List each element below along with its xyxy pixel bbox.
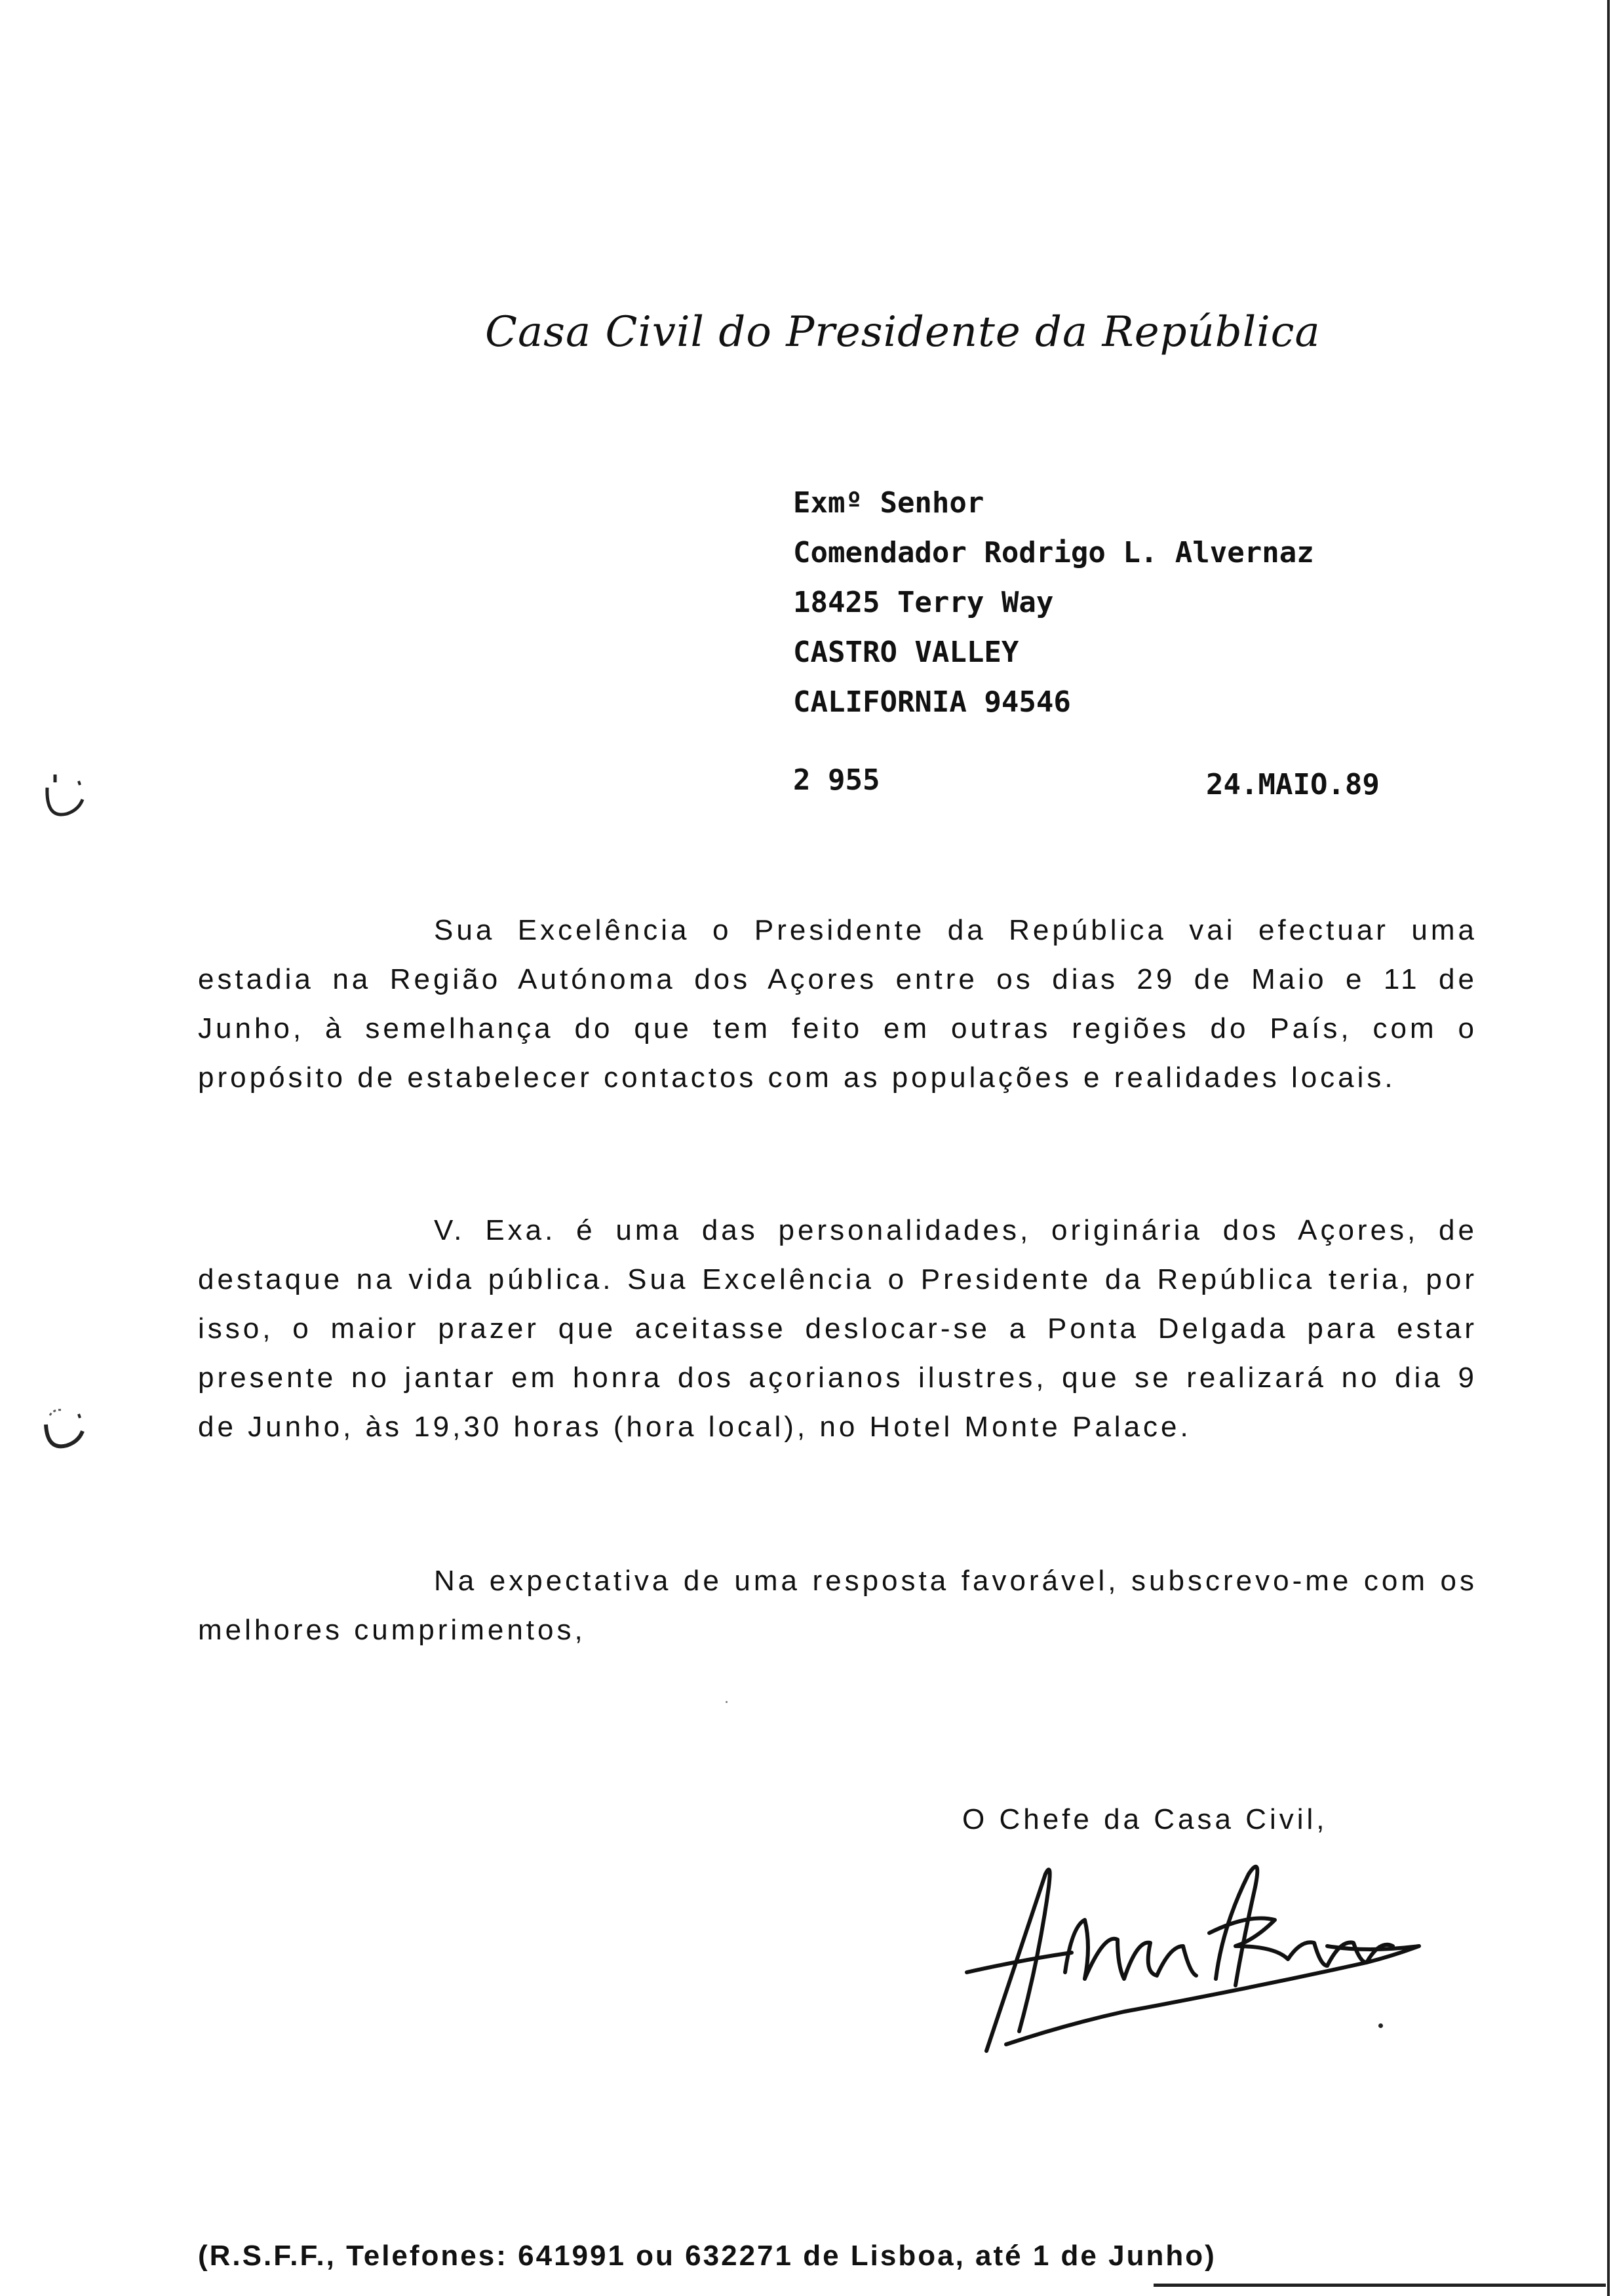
ink-dot <box>726 1701 728 1703</box>
punch-hole-mark-icon <box>41 1402 87 1455</box>
letterhead-title: Casa Civil do Presidente da República <box>485 308 1321 356</box>
recipient-line: CALIFORNIA 94546 <box>793 685 1071 719</box>
recipient-address <box>793 478 1314 727</box>
punch-hole-mark-icon <box>41 773 87 826</box>
recipient-line: Comendador Rodrigo L. Alvernaz <box>793 536 1314 569</box>
recipient-line: Exmº Senhor <box>793 486 984 520</box>
letter-date: 24.MAIO.89 <box>1206 768 1380 801</box>
ink-dot <box>1378 2023 1383 2028</box>
page-bottom-shadow <box>1154 2284 1606 2287</box>
page-edge-shadow <box>1607 0 1610 2296</box>
body-paragraph: Sua Excelência o Presidente da República vai efectuar uma estadia na Região Autónoma dos Açores entre os dias 29 de Maio e 11 de Junho, à semelhança do que tem feito em outras regiões do País, com o propósito de estabelecer contactos com as populações e realidades locais. <box>198 914 1477 1094</box>
body-paragraph: Na expectativa de uma resposta favorável, subscrevo-me com os melhores cumprimentos, <box>198 1565 1477 1646</box>
body-paragraph: V. Exa. é uma das personalidades, originária dos Açores, de destaque na vida pública. Sua Excelência o Presidente da República teria, por isso, o maior prazer que aceitasse deslocar-se a Ponta Delgada para estar presente no jantar em honra dos açorianos ilustres, que se realizará no dia 9 de Junho, às 19,30 horas (hora local), no Hotel Monte Palace. <box>198 1214 1477 1443</box>
footer-note: (R.S.F.F., Telefones: 641991 ou 632271 de Lisboa, até 1 de Junho) <box>198 2240 1216 2272</box>
handwritten-signature-icon <box>908 1848 1445 2064</box>
signatory-title: O Chefe da Casa Civil, <box>962 1803 1328 1835</box>
recipient-line: 18425 Terry Way <box>793 586 1054 619</box>
recipient-line: CASTRO VALLEY <box>793 636 1019 669</box>
reference-number: 2 955 <box>793 763 880 797</box>
